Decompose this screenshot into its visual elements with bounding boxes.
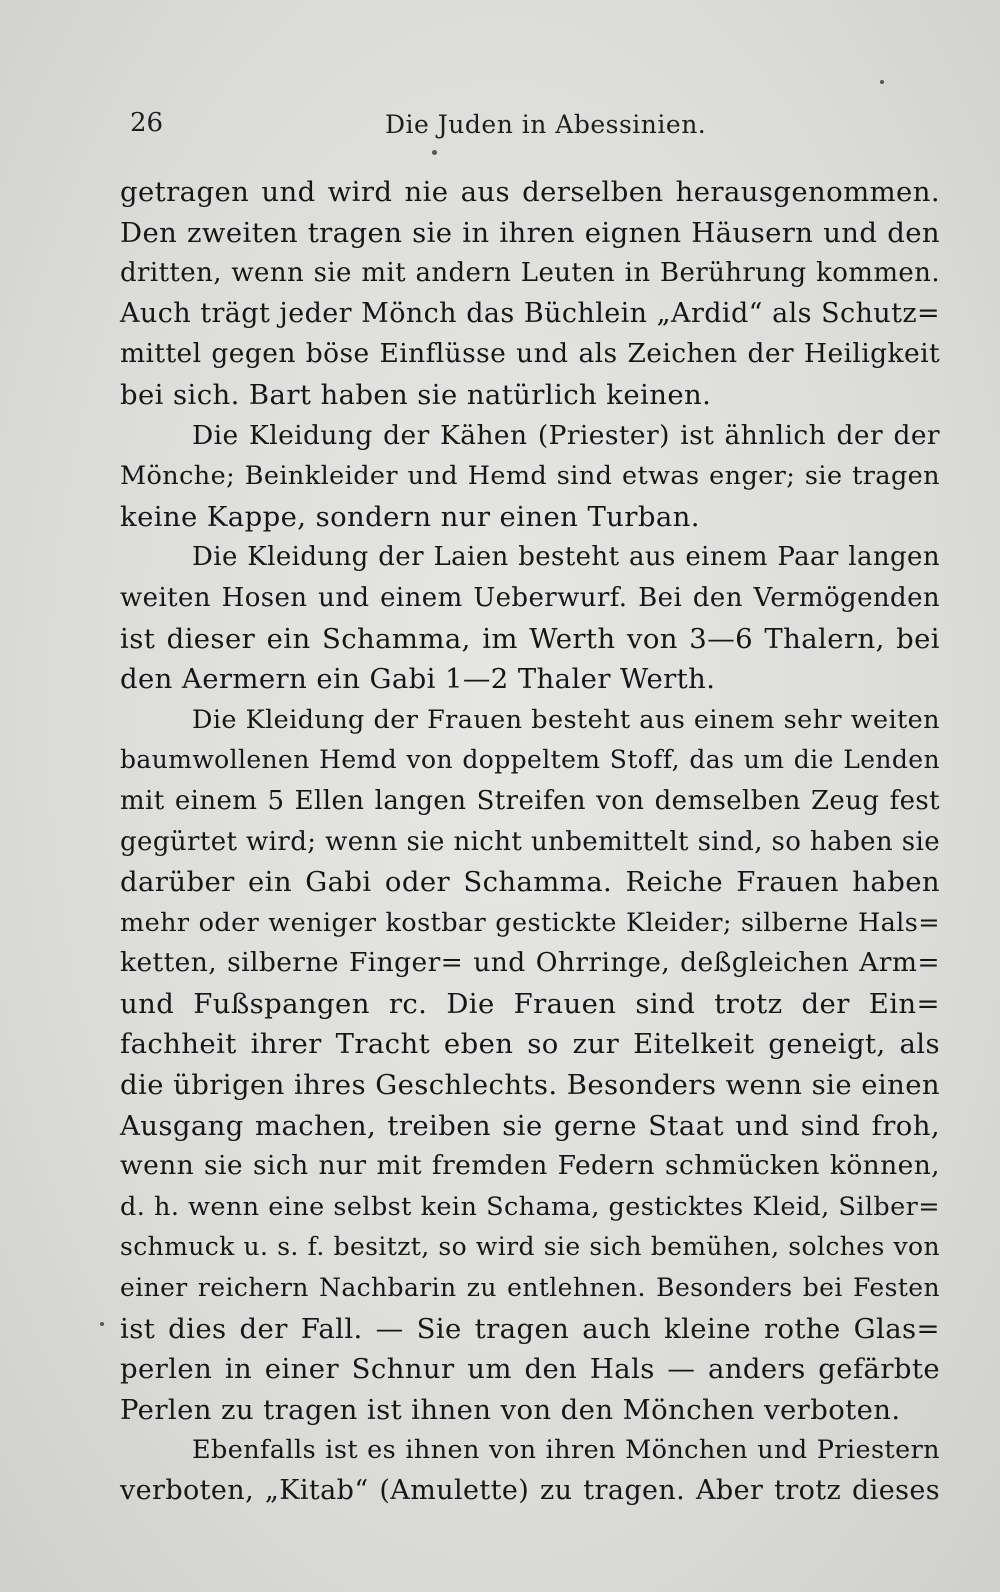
text-line: baumwollenen Hemd von doppeltem Stoff, das um die Lenden: [120, 745, 940, 775]
text-line: verboten, „Kitab“ (Amulette) zu tragen. Aber trotz dieses: [120, 1475, 940, 1506]
text-line: bei sich. Bart haben sie natürlich keinen.: [120, 378, 712, 411]
text-line: Auch trägt jeder Mönch das Büchlein „Ardid“ als Schutz=: [120, 297, 940, 329]
text-line: Die Kleidung der Laien besteht aus einem Paar langen: [192, 542, 940, 573]
print-speck: [100, 1322, 104, 1326]
text-line: gegürtet wird; wenn sie nicht unbemittelt sind, so haben sie: [120, 826, 940, 857]
text-line: d. h. wenn eine selbst kein Schama, gesticktes Kleid, Silber=: [120, 1191, 940, 1222]
text-line: ketten, silberne Finger= und Ohrringe, deßgleichen Arm=: [120, 947, 940, 979]
text-line: keine Kappe, sondern nur einen Turban.: [120, 500, 700, 533]
print-speck: [432, 150, 437, 155]
text-line: mittel gegen böse Einflüsse und als Zeichen der Heiligkeit: [120, 338, 940, 370]
text-line: Die Kleidung der Kähen (Priester) ist ähnlich der der: [192, 419, 940, 451]
text-line: dritten, wenn sie mit andern Leuten in Berührung kommen.: [120, 258, 940, 289]
page-number: 26: [130, 108, 164, 138]
page-header: [130, 108, 920, 148]
text-line: Mönche; Beinkleider und Hemd sind etwas enger; sie tragen: [120, 461, 940, 492]
text-line: Den zweiten tragen sie in ihren eignen Häusern und den: [120, 216, 940, 249]
print-speck: [880, 80, 884, 84]
text-line: mehr oder weniger kostbar gestickte Kleider; silberne Hals=: [120, 907, 940, 938]
running-title: Die Juden in Abessinien.: [385, 110, 707, 139]
text-line: getragen und wird nie aus derselben herausgenommen.: [120, 176, 940, 208]
text-line: wenn sie sich nur mit fremden Federn schmücken können,: [120, 1150, 940, 1182]
text-line: Ausgang machen, treiben sie gerne Staat und sind froh,: [120, 1109, 940, 1142]
body-text: [120, 172, 940, 1512]
text-line: schmuck u. s. f. besitzt, so wird sie sich bemühen, solches von: [120, 1232, 940, 1262]
text-line: perlen in einer Schnur um den Hals — anders gefärbte: [120, 1353, 940, 1386]
text-line: fachheit ihrer Tracht eben so zur Eitelkeit geneigt, als: [120, 1028, 940, 1061]
text-line: die übrigen ihres Geschlechts. Besonders wenn sie einen: [120, 1069, 940, 1102]
text-line: mit einem 5 Ellen langen Streifen von demselben Zeug fest: [120, 785, 940, 816]
text-line: einer reichern Nachbarin zu entlehnen. Besonders bei Festen: [120, 1273, 940, 1303]
text-line: ist dies der Fall. — Sie tragen auch kleine rothe Glas=: [120, 1312, 940, 1345]
text-line: weiten Hosen und einem Ueberwurf. Bei den Vermögenden: [120, 582, 940, 613]
text-line: darüber ein Gabi oder Schamma. Reiche Frauen haben: [120, 866, 940, 899]
text-line: Ebenfalls ist es ihnen von ihren Mönchen und Priestern: [192, 1435, 940, 1466]
text-line: ist dieser ein Schamma, im Werth von 3—6 Thalern, bei: [120, 622, 940, 655]
text-line: Die Kleidung der Frauen besteht aus einem sehr weiten: [192, 704, 940, 735]
text-line: Perlen zu tragen ist ihnen von den Mönchen verboten.: [120, 1393, 901, 1426]
text-line: den Aermern ein Gabi 1—2 Thaler Werth.: [120, 663, 716, 696]
text-line: und Fußspangen rc. Die Frauen sind trotz der Ein=: [120, 987, 940, 1020]
